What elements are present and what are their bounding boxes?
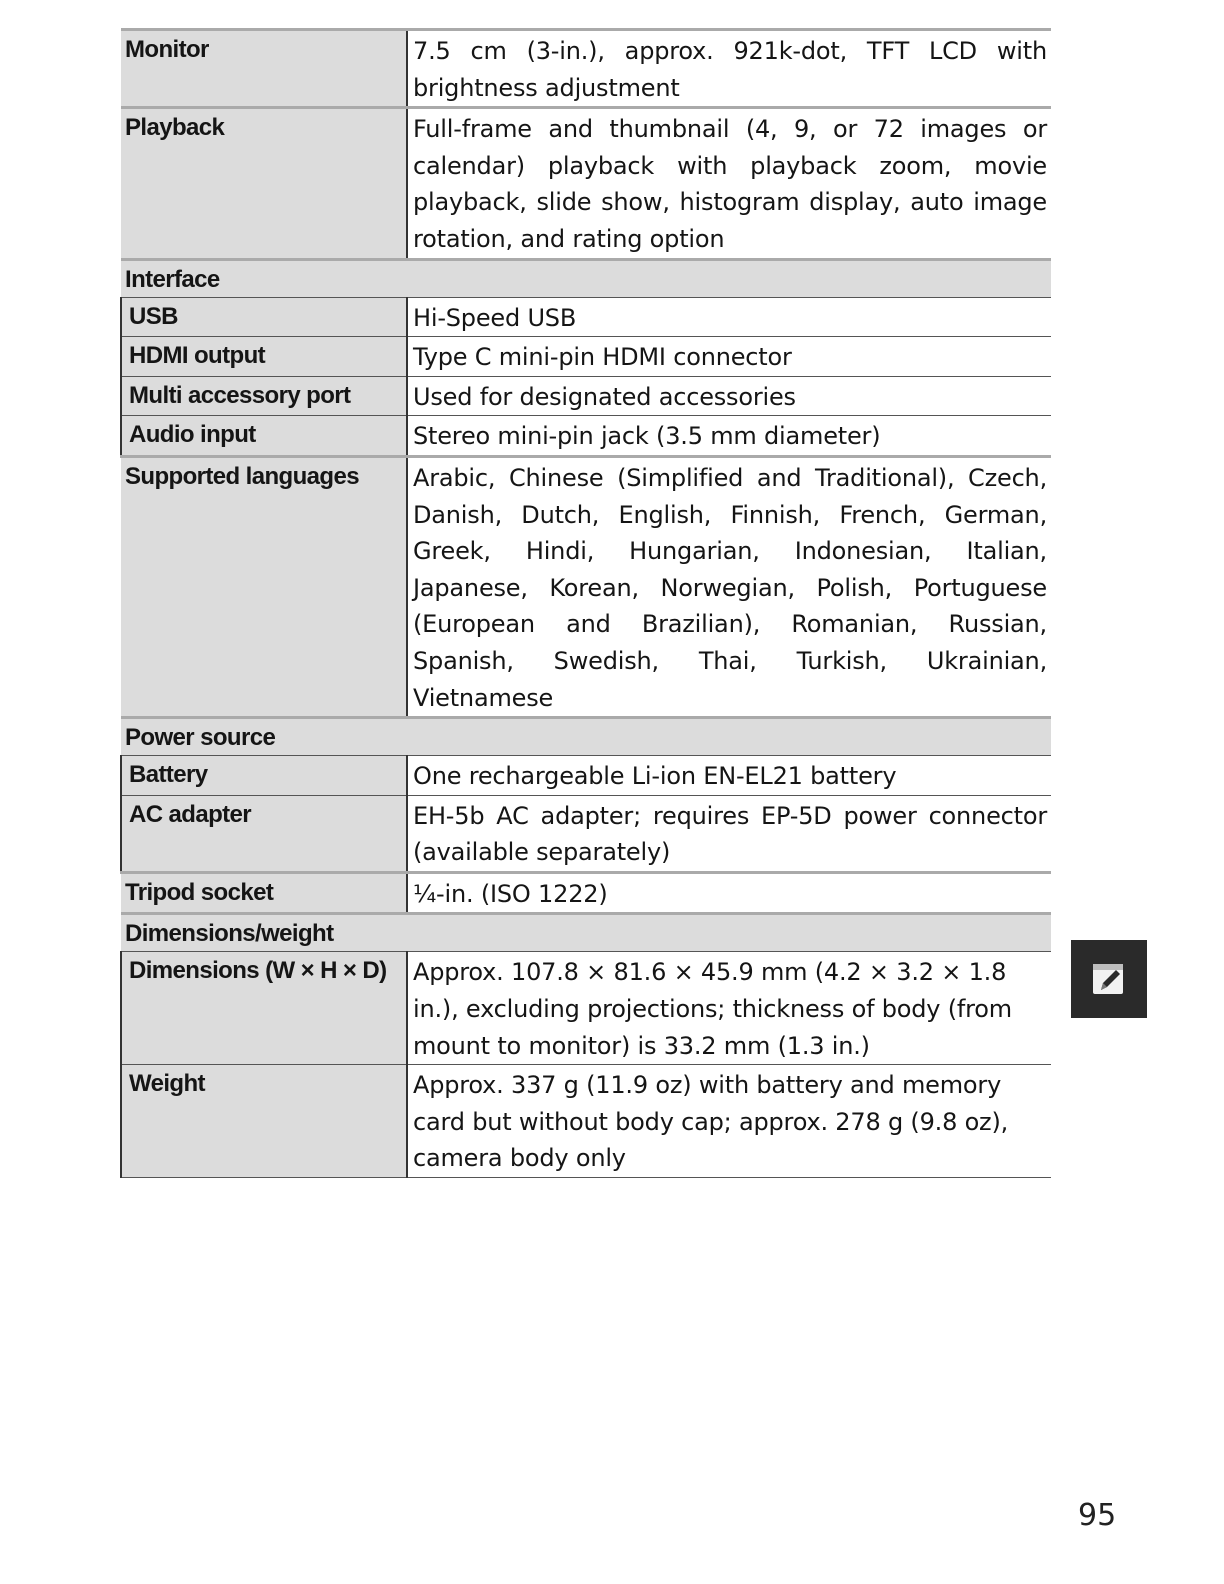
section-tab-marker	[1071, 940, 1147, 1018]
value-weight: Approx. 337 g (11.9 oz) with battery and memory card but without body cap; approx. 278 g (9.8 oz), camera body only	[407, 1065, 1051, 1178]
label-languages: Supported languages	[121, 456, 407, 717]
label-ac-adapter: AC adapter	[121, 795, 407, 872]
row-usb	[121, 297, 1051, 337]
value-audio-input: Stereo mini-pin jack (3.5 mm diameter)	[407, 416, 1051, 457]
value-battery: One rechargeable Li-ion EN-EL21 battery	[407, 756, 1051, 796]
notes-pencil-icon	[1089, 959, 1129, 999]
label-dimensions-weight: Dimensions/weight	[121, 914, 407, 952]
row-tripod	[121, 872, 1051, 914]
label-monitor: Monitor	[121, 30, 407, 108]
page-number: 95	[1078, 1498, 1117, 1533]
row-ac-adapter	[121, 795, 1051, 872]
label-dimensions: Dimensions (W × H × D)	[121, 952, 407, 1065]
label-tripod: Tripod socket	[121, 872, 407, 914]
row-audio-input	[121, 416, 1051, 457]
label-hdmi: HDMI output	[121, 337, 407, 377]
row-interface-heading	[121, 259, 1051, 297]
value-ac-adapter: EH-5b AC adapter; requires EP-5D power connector (available separately)	[407, 795, 1051, 872]
row-hdmi	[121, 337, 1051, 377]
label-interface: Interface	[121, 259, 407, 297]
row-multi-accessory	[121, 376, 1051, 416]
label-weight: Weight	[121, 1065, 407, 1178]
value-usb: Hi-Speed USB	[407, 297, 1051, 337]
power-heading-fill	[407, 718, 1051, 756]
row-battery	[121, 756, 1051, 796]
value-tripod: ¼-in. (ISO 1222)	[407, 872, 1051, 914]
row-power-heading	[121, 718, 1051, 756]
row-languages	[121, 456, 1051, 717]
value-dimensions: Approx. 107.8 × 81.6 × 45.9 mm (4.2 × 3.2 × 1.8 in.), excluding projections; thickness of body (from mount to monitor) is 33.2 mm (1.3 in.)	[407, 952, 1051, 1065]
label-power-source: Power source	[121, 718, 407, 756]
label-battery: Battery	[121, 756, 407, 796]
value-hdmi: Type C mini-pin HDMI connector	[407, 337, 1051, 377]
label-playback: Playback	[121, 108, 407, 259]
interface-heading-fill	[407, 259, 1051, 297]
label-multi-accessory: Multi accessory port	[121, 376, 407, 416]
row-weight	[121, 1065, 1051, 1178]
row-dimensions	[121, 952, 1051, 1065]
value-languages: Arabic, Chinese (Simplified and Traditional), Czech, Danish, Dutch, English, Finnish, French, German, Greek, Hindi, Hungarian, Indonesian, Italian, Japanese, Korean, Norwegian, Polish, Portuguese (European and Brazilian), Romanian, Russian, Spanish, Swedish, Thai, Turkish, Ukrainian, Vietnamese	[407, 456, 1051, 717]
label-audio-input: Audio input	[121, 416, 407, 457]
row-dimweight-heading	[121, 914, 1051, 952]
label-usb: USB	[121, 297, 407, 337]
row-monitor	[121, 30, 1051, 108]
dimweight-heading-fill	[407, 914, 1051, 952]
value-playback: Full-frame and thumbnail (4, 9, or 72 images or calendar) playback with playback zoom, movie playback, slide show, histogram display, auto image rotation, and rating option	[407, 108, 1051, 259]
spec-table	[120, 28, 1051, 1178]
value-multi-accessory: Used for designated accessories	[407, 376, 1051, 416]
value-monitor: 7.5 cm (3-in.), approx. 921k-dot, TFT LCD with brightness adjustment	[407, 30, 1051, 108]
row-playback	[121, 108, 1051, 259]
